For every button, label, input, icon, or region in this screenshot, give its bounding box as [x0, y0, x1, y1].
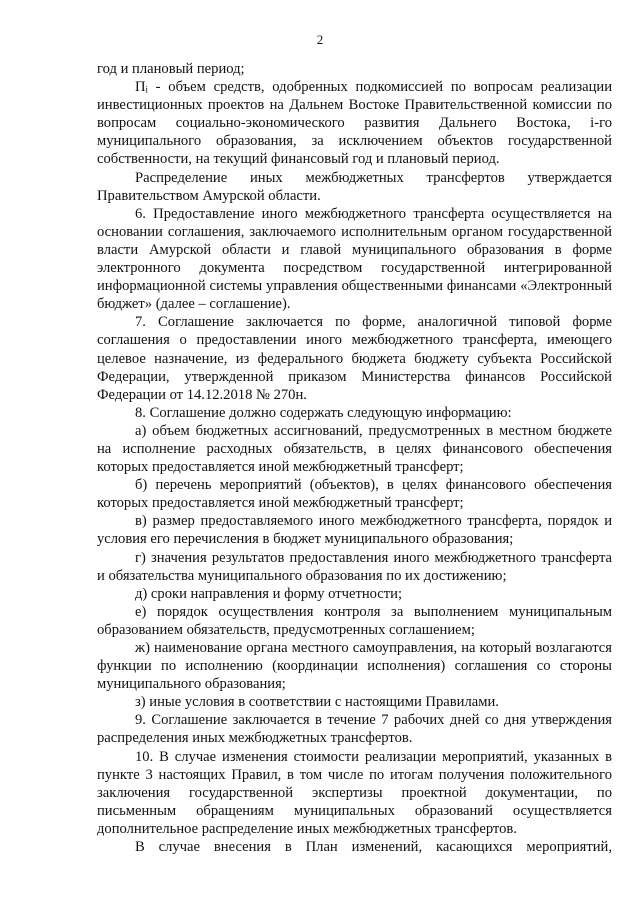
paragraph: 7. Соглашение заключается по форме, аналогичной типовой форме соглашения о предоставлении иного межбюджетного трансферта, имеющего целевое назначение, из федерального бюджета бюджету субъекта Российской Федерации, утвержденной приказом Министерства финансов Российской Федерации от 14.12.2018 № 270н. [97, 314, 612, 403]
paragraph: г) значения результатов предоставления иного межбюджетного трансферта и обязательства муниципального образования по их достижению; [97, 549, 612, 584]
paragraph: 9. Соглашение заключается в течение 7 рабочих дней со дня утверждения распределения иных межбюджетных трансфертов. [97, 712, 612, 747]
document-body [97, 60, 612, 856]
paragraph: б) перечень мероприятий (объектов), в целях финансового обеспечения которых предоставляется иной межбюджетный трансферт; [97, 477, 612, 512]
paragraph: в) размер предоставляемого иного межбюджетного трансферта, порядок и условия его перечисления в бюджет муниципального образования; [97, 513, 612, 548]
paragraph: В случае внесения в План изменений, касающихся мероприятий, [135, 839, 612, 856]
paragraph: 6. Предоставление иного межбюджетного трансферта осуществляется на основании соглашения, заключаемого исполнительным органом государственной власти Амурской области и главой муниципального образования в форме электронного документа посредством государственной интегрированной информационной системы управления общественными финансами «Электронный бюджет» (далее – соглашение). [97, 205, 612, 313]
paragraph: 10. В случае изменения стоимости реализации мероприятий, указанных в пункте 3 настоящих Правил, в том числе по итогам получения положительного заключения государственной экспертизы проектной документации, по письменным обращениям муниципальных образований осуществляется дополнительное распределение иных межбюджетных трансфертов. [97, 748, 612, 837]
paragraph: ж) наименование органа местного самоуправления, на который возлагаются функции по исполнению (координации исполнения) соглашения со стороны муниципального образования; [97, 640, 612, 693]
paragraph: Распределение иных межбюджетных трансфертов утверждается Правительством Амурской области. [97, 169, 612, 204]
paragraph: 8. Соглашение должно содержать следующую информацию: [135, 404, 512, 421]
paragraph: а) объем бюджетных ассигнований, предусмотренных в местном бюджете на исполнение расходных обязательств, в целях финансового обеспечения которых предоставляется иной межбюджетный трансферт; [97, 422, 612, 476]
paragraph: е) порядок осуществления контроля за выполнением муниципальным образованием обязательств, предусмотренных соглашением; [97, 603, 612, 638]
paragraph: д) сроки направления и форму отчетности; [135, 585, 403, 602]
paragraph: Пᵢ - объем средств, одобренных подкомиссией по вопросам реализации инвестиционных проектов на Дальнем Востоке Правительственной комиссии по вопросам социально-экономического развития Дальнего Востока, i-го муниципального образования, за исключением объектов государственной собственности, на текущий финансовый год и плановый период. [97, 79, 612, 168]
paragraph: з) иные условия в соответствии с настоящими Правилами. [135, 694, 499, 711]
paragraph: год и плановый период; [97, 61, 245, 77]
page-number: 2 [316, 32, 324, 47]
